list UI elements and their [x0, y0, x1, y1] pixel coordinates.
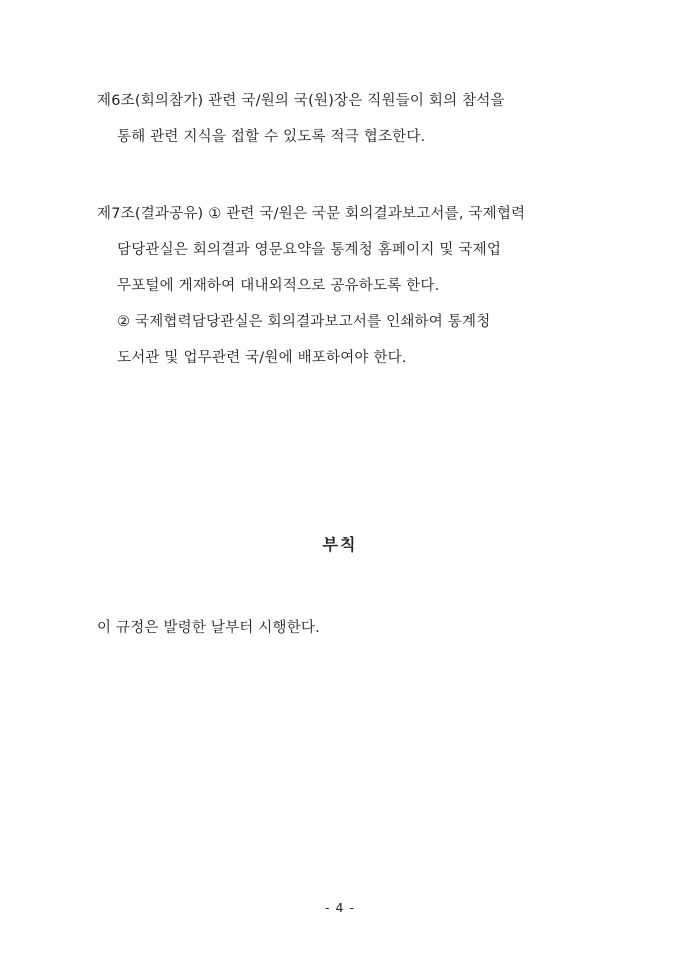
article7-line-3: 무포털에 게재하여 대내외적으로 공유하도록 한다. — [117, 278, 440, 294]
article7-line-5: 도서관 및 업무관련 국/원에 배포하여야 한다. — [117, 350, 407, 366]
article7-line-4: ② 국제협력담당관실은 회의결과보고서를 인쇄하여 통계청 — [117, 314, 491, 330]
article7-line-1: 제7조(결과공유) ① 관련 국/원은 국문 회의결과보고서를, 국제협력 — [97, 206, 526, 222]
addendum-text: 이 규정은 발령한 날부터 시행한다. — [97, 620, 320, 636]
article6-line-2: 통해 관련 지식을 접할 수 있도록 적극 협조한다. — [117, 129, 426, 145]
article6-line-1: 제6조(회의참가) 관련 국/원의 국(원)장은 직원들이 회의 참석을 — [97, 93, 505, 109]
article7-line-2: 담당관실은 회의결과 영문요약을 통계청 홈페이지 및 국제업 — [117, 242, 502, 258]
addendum-title: 부칙 — [322, 535, 358, 554]
page-number: - 4 - — [325, 900, 355, 915]
